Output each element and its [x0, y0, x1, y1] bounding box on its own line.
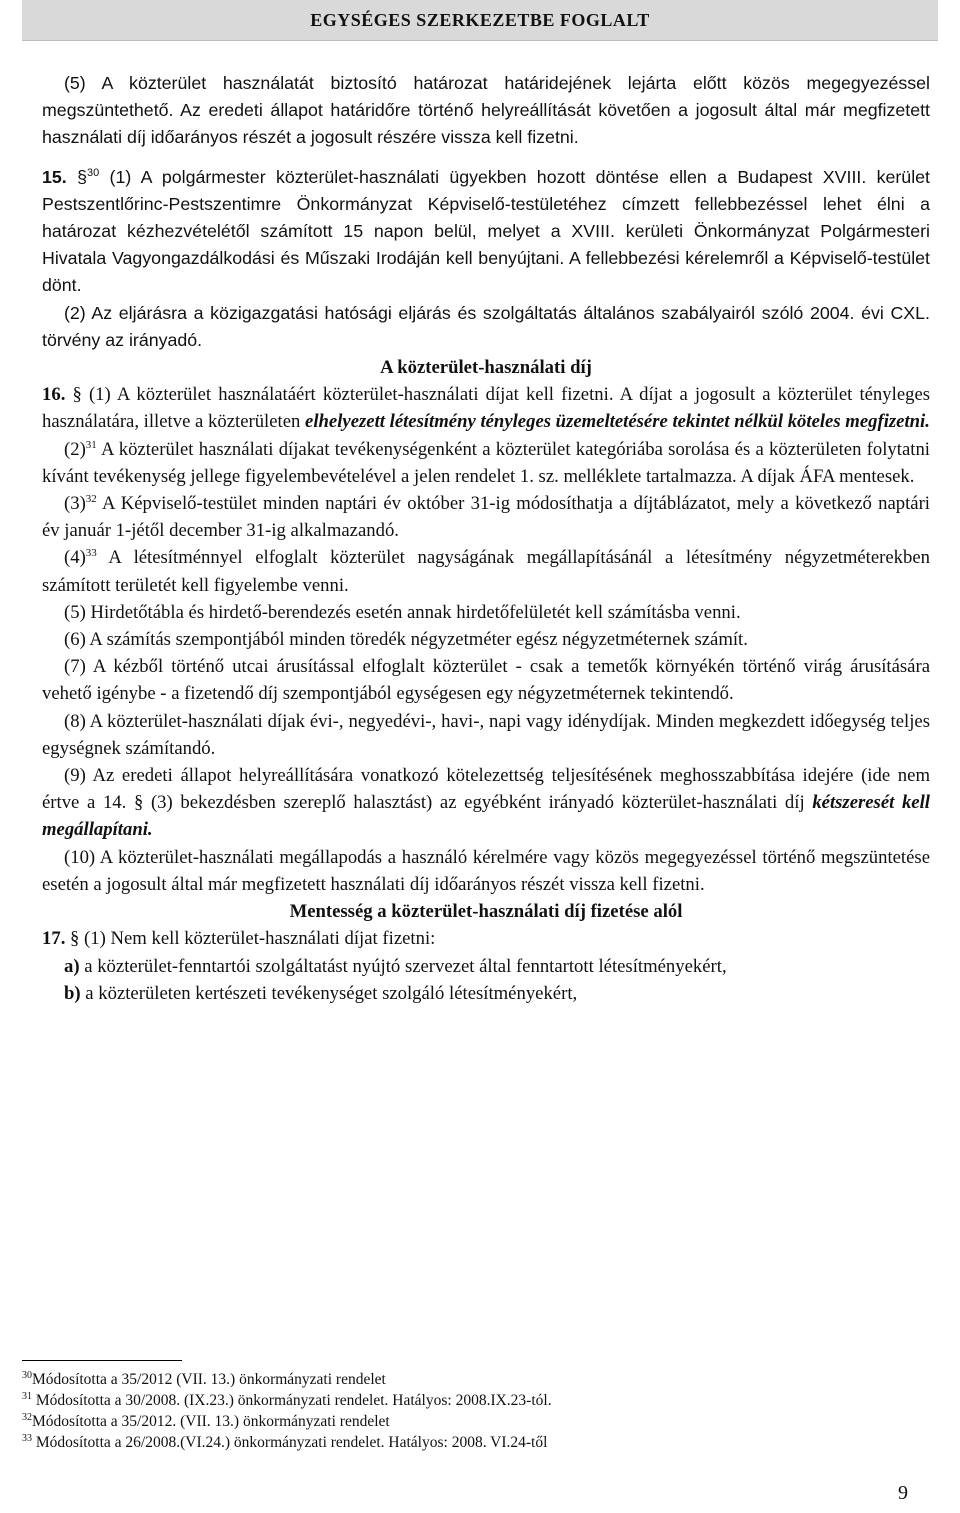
list-item-a: [42, 953, 930, 980]
section-16-paragraph-10: (10) A közterület-használati megállapodás a használó kérelmére vagy közös megegyezéssel történő megszüntetése esetén a jogosult által már megfizetett használati díj időarányos részét vissza kell fizetni.: [42, 846, 930, 895]
section-16-paragraph-8: (8) A közterület-használati díjak évi-, negyedévi-, havi-, napi vagy idénydíjak. Minden megkezdett időegység teljes egységnek számítandó.: [42, 710, 930, 759]
footnote-number: 30: [22, 1369, 32, 1381]
section-15-text: (1) A polgármester közterület-használati ügyekben hozott döntése ellen a Budapest XVIII. kerület Pestszentlőrinc-Pestszentimre Önkormányzat Képviselő-testületéhez címzett fellebbezéssel lehet élni a határozat kézhezvételétől számított 15 napon belül, melyet a XVIII. kerületi Önkormányzat Polgármesteri Hivatala Vagyongazdálkodási és Műszaki Irodáján kell benyújtani. A fellebbezési kérelemről a Képviselő-testület dönt.: [42, 166, 930, 296]
section-16-paragraph-6: (6) A számítás szempontjából minden töredék négyzetméter egész négyzetméternek számít.: [64, 629, 748, 651]
list-item-b: [42, 980, 930, 1007]
section-16-paragraph-7: (7) A kézből történő utcai árusítással elfoglalt közterület - csak a temetők környékén történő virág árusítására vehető igénybe - a fizetendő díj szempontjából egységesen egy négyzetméternek tekintendő.: [42, 656, 930, 705]
footnote-text: Módosította a 35/2012 (VII. 13.) önkormányzati rendelet: [32, 1371, 386, 1388]
paragraph-text: (9) Az eredeti állapot helyreállítására vonatkozó kötelezettség teljesítésének meghosszabbítása idejére (ide nem értve a 14. § (3) bekezdésben szereplő halasztást) az egyébként irányadó közterület-használati díj: [42, 765, 930, 814]
footnote-ref-31[interactable]: 31: [85, 438, 97, 451]
footnote-30: [22, 1369, 930, 1390]
paragraph-text: A közterület használati díjakat tevékenységenként a közterület kategóriába sorolása és a közterületen folytatni kívánt tevékenység jellege figyelembevételével a jelen rendelet 1. sz. melléklete tartalmazza. A díjak ÁFA mentesek.: [42, 438, 930, 487]
footnotes: [22, 1360, 930, 1453]
section-16-paragraph-1: [42, 381, 930, 435]
list-item-label: b): [64, 982, 81, 1004]
footnote-ref-33[interactable]: 33: [85, 547, 97, 560]
footnote-ref-30[interactable]: 30: [86, 166, 100, 179]
footnote-text: Módosította a 35/2012. (VII. 13.) önkormányzati rendelet: [32, 1413, 390, 1430]
section-16-paragraph-5: (5) Hirdetőtábla és hirdető-berendezés esetén annak hirdetőfelületét kell számításba venni.: [64, 601, 741, 623]
section-17-paragraph-1: [42, 925, 930, 952]
section-16-paragraph-3: [42, 490, 930, 544]
section-sign: §: [70, 928, 80, 950]
paragraph-14-5: (5) A közterület használatát biztosító határozat határidejének lejárta előtt közös megegyezéssel megszüntethető. Az eredeti állapot határidőre történő helyreállítását követően a jogosult által már megfizetett használati díj időarányos részét a jogosult részére vissza kell fizetni.: [42, 73, 930, 148]
section-15-number: 15.: [42, 166, 67, 187]
footnote-separator: [22, 1360, 182, 1361]
footnote-number: 33: [22, 1432, 32, 1444]
footnote-ref-32[interactable]: 32: [85, 492, 97, 505]
section-15-paragraph-1: [42, 164, 930, 300]
paragraph-label: (3): [64, 493, 86, 515]
footnote-text: Módosította a 26/2008.(VI.24.) önkormányzati rendelet. Hatályos: 2008. VI.24-től: [32, 1434, 548, 1451]
section-16-text-a: (1) A közterület használatáért közterület-használati díjat kell fizetni. A díjat a jogosult a közterület tényleges használatára, illetve a közterületen: [42, 384, 931, 433]
section-heading-mentesseg: Mentesség a közterület-használati díj fizetése alól: [289, 901, 683, 923]
section-16-paragraph-9: [42, 762, 930, 844]
section-16-number: 16.: [42, 384, 66, 406]
footnote-31: [22, 1390, 930, 1411]
section-16-paragraph-4: [42, 544, 930, 598]
footnote-32: [22, 1411, 930, 1432]
list-item-label: a): [64, 955, 80, 977]
list-item-text: a közterületen kertészeti tevékenységet szolgáló létesítményekért,: [80, 982, 578, 1004]
section-17-number: 17.: [42, 928, 66, 950]
document-body: [42, 70, 930, 1007]
section-16-9-emphasis: kétszeresét kell megállapítani.: [42, 792, 930, 841]
page-number: 9: [898, 1482, 908, 1504]
paragraph-text: A Képviselő-testület minden naptári év október 31-ig módosíthatja a díjtáblázatot, mely a következő naptári év január 1-jétől december 31-ig alkalmazandó.: [42, 493, 930, 542]
section-16-paragraph-2: [42, 436, 930, 490]
document-header: [22, 0, 938, 41]
footnote-number: 32: [22, 1411, 32, 1423]
section-16-emphasis: elhelyezett létesítmény tényleges üzemeltetésére tekintet nélkül köteles megfizetni.: [305, 411, 930, 433]
section-15-paragraph-2: (2) Az eljárásra a közigazgatási hatósági eljárás és szolgáltatás általános szabályairól szóló 2004. évi CXL. törvény az irányadó.: [42, 302, 930, 350]
section-sign: §: [77, 166, 87, 187]
footnote-33: [22, 1432, 930, 1453]
section-17-text: (1) Nem kell közterület-használati díjat fizetni:: [84, 928, 436, 950]
paragraph-text: A létesítménnyel elfoglalt közterület nagyságának megállapításánál a létesítmény négyzetméterekben számított területét kell figyelembe venni.: [42, 547, 930, 596]
section-sign: §: [72, 384, 82, 406]
header-title: EGYSÉGES SZERKEZETBE FOGLALT: [310, 9, 650, 30]
footnote-number: 31: [22, 1390, 32, 1402]
footnote-text: Módosította a 30/2008. (IX.23.) önkormányzati rendelet. Hatályos: 2008.IX.23-tól.: [32, 1392, 552, 1409]
list-item-text: a közterület-fenntartói szolgáltatást nyújtó szervezet által fenntartott létesítményekért,: [79, 955, 727, 977]
section-heading-dij: A közterület-használati díj: [380, 357, 592, 379]
paragraph-label: (4): [64, 547, 86, 569]
paragraph-label: (2): [64, 438, 86, 460]
